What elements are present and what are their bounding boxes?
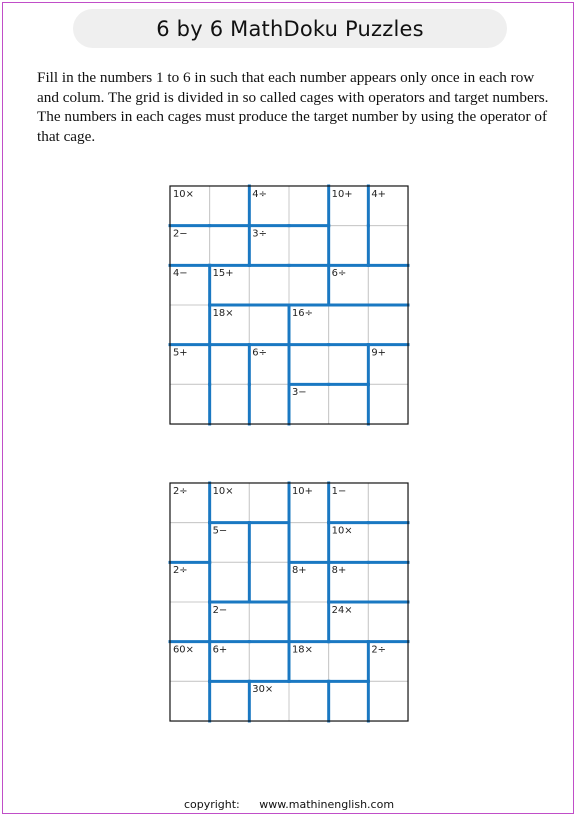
cage-label: 4÷ [252,188,267,200]
cage-label: 2− [172,228,188,240]
grid-cell[interactable] [368,226,408,266]
grid-cell[interactable] [249,483,289,523]
grid-cell[interactable] [329,226,369,266]
grid-cell[interactable] [170,523,210,563]
grid-cell[interactable] [368,562,408,602]
title-banner [73,9,507,48]
cage-label: 10× [331,525,353,537]
cage-label: 10+ [291,485,313,497]
grid-cell[interactable] [210,562,250,602]
cage-label: 6÷ [331,268,347,280]
website-link[interactable]: www.mathinenglish.com [259,798,395,811]
cage-label: 16÷ [291,307,313,319]
cage-label: 8+ [331,565,347,577]
grid-cell[interactable] [289,226,329,266]
cage-label: 15+ [212,268,234,280]
grid-cell[interactable] [368,681,408,721]
cage-label: 5+ [172,347,188,359]
cage-label: 24× [331,604,353,616]
cage-label: 2÷ [172,565,188,577]
grid-cell[interactable] [210,226,250,266]
cage-label: 2− [212,604,228,616]
cage-label: 9+ [371,347,386,359]
grid-cell[interactable] [249,384,289,424]
copyright-label: copyright: [183,798,240,811]
cage-label: 18× [291,644,313,656]
cage-label: 3÷ [252,228,267,240]
puzzle-grid-2[interactable] [169,482,410,723]
cage-label: 6+ [212,644,228,656]
grid-cell[interactable] [368,483,408,523]
page-title: 6 by 6 MathDoku Puzzles [156,16,424,41]
cage-label: 6÷ [252,347,267,359]
cage-label: 8+ [291,565,307,577]
cage-label: 4+ [371,188,386,200]
cage-label: 2÷ [172,485,188,497]
cage-label: 10× [172,188,194,200]
grid-cell[interactable] [329,305,369,345]
grid-cell[interactable] [249,305,289,345]
grid-cell[interactable] [170,384,210,424]
grid-cell[interactable] [368,602,408,642]
grid-cell[interactable] [249,642,289,682]
grid-cell[interactable] [329,642,369,682]
grid-cell[interactable] [329,681,369,721]
cage-label: 3− [291,387,307,399]
cage-label: 4− [172,268,188,280]
grid-cell[interactable] [289,681,329,721]
grid-cell[interactable] [249,265,289,305]
grid-cell[interactable] [368,265,408,305]
instructions-text: Fill in the numbers 1 to 6 in such that each number appears only once in each row and colum. The grid is divided in so called cages with operators and target numbers. The numbers in each cages must produce the target number by using the operator of that cage. [37,69,549,145]
cage-label: 18× [212,307,234,319]
grid-cell[interactable] [289,602,329,642]
puzzle-grid-1[interactable] [169,185,410,426]
grid-cell[interactable] [210,681,250,721]
grid-cell[interactable] [289,345,329,385]
grid-cell[interactable] [368,305,408,345]
grid-cell[interactable] [289,265,329,305]
grid-cell[interactable] [329,345,369,385]
grid-cell[interactable] [210,384,250,424]
cage-label: 1− [331,485,347,497]
cage-label: 5− [212,525,228,537]
grid-cell[interactable] [249,523,289,563]
grid-cell[interactable] [170,602,210,642]
grid-cell[interactable] [368,523,408,563]
grid-cell[interactable] [170,681,210,721]
grid-cell[interactable] [210,186,250,226]
grid-cell[interactable] [368,384,408,424]
cage-label: 2÷ [371,644,386,656]
grid-cell[interactable] [249,602,289,642]
cage-label: 60× [172,644,194,656]
grid-cell[interactable] [329,384,369,424]
cage-label: 10+ [331,188,353,200]
grid-cell[interactable] [289,523,329,563]
cage-label: 10× [212,485,234,497]
grid-cell[interactable] [210,345,250,385]
grid-cell[interactable] [249,562,289,602]
footer [0,798,578,811]
cage-label: 30× [252,684,274,696]
grid-cell[interactable] [170,305,210,345]
grid-cell[interactable] [289,186,329,226]
